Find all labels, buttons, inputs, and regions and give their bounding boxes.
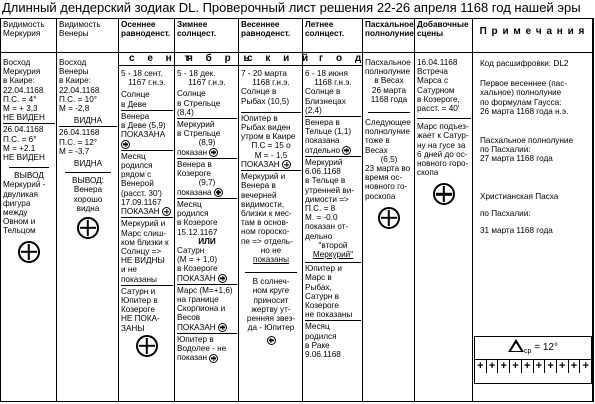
text-line: 26 марта (371, 85, 407, 95)
text-line: ну на гусе за (417, 140, 466, 150)
divider (245, 272, 297, 273)
text-line: в Весах (374, 76, 404, 86)
text-line: Марс слиш- (121, 228, 167, 238)
text-line: ПОКАЗАН (121, 206, 160, 216)
text-line: хорошо (73, 194, 103, 204)
column-extra (415, 19, 473, 401)
text-line: М. = -0.0 (305, 213, 338, 223)
match-cross-icon (18, 241, 40, 263)
text-line: 31 марта 1168 года (480, 226, 553, 236)
divider (65, 172, 111, 173)
text-line: 5 - 18 сент. (121, 69, 163, 78)
text-line: ренняя звез- (246, 314, 296, 323)
delta-row (475, 337, 591, 359)
divider (9, 167, 49, 168)
text-line: Восход (59, 58, 87, 67)
text-line: 27 марта 1168 года (480, 154, 553, 164)
text-line: Христианская Пасха (480, 191, 559, 201)
plus-row (475, 359, 591, 373)
text-line: ВИДНА (73, 116, 103, 126)
text-line: в Деве (5,9) (121, 121, 166, 131)
text-line: в Козероге (177, 264, 218, 274)
text-line: Юпитер в (241, 113, 278, 123)
text-line: ВЫВОД (14, 171, 44, 181)
divider (59, 126, 117, 127)
divider (121, 285, 173, 286)
text-line: Рыбах (10,5) (241, 96, 290, 106)
text-line: П.С. = 4° (3, 94, 37, 104)
text-line: Марс (М=+1,6) (177, 285, 233, 295)
text-line: 1167 г.н.э. (188, 78, 226, 88)
plus-mark: + (557, 360, 569, 373)
text-line: 1168 года (370, 94, 408, 104)
match-cross-icon (342, 146, 351, 155)
text-line: Меркурий" (312, 249, 354, 259)
text-line: 26 марта 1168 года н.э. (480, 106, 569, 116)
text-line: тоже в Весах (365, 136, 390, 155)
text-line: ПОКАЗАН (177, 322, 216, 332)
text-line: (9,7) (198, 178, 216, 188)
text-line: НЕ ВИДЕН (3, 113, 45, 123)
divider (121, 150, 173, 151)
notes-content (480, 59, 591, 235)
divider (305, 156, 361, 157)
text-line: дельно (305, 231, 333, 241)
divider (3, 123, 55, 124)
text-line: утром в Каире (241, 132, 296, 142)
plus-mark: + (545, 360, 557, 373)
text-line: жает к Сатур- (417, 131, 469, 141)
text-line: 6 дней до ос- (417, 149, 468, 159)
text-line: В солнеч- (252, 277, 290, 287)
text-line: 26.04.1168 (59, 128, 100, 138)
text-line: 22.04.1168 (3, 85, 44, 95)
column-winter (175, 19, 239, 401)
divider (305, 320, 361, 321)
text-line: роскопа (365, 191, 396, 201)
text-line: Тельце (1,1) (305, 127, 352, 137)
delta-value: = 12° (534, 342, 558, 353)
text-line: в Стрельце (177, 98, 221, 108)
text-line: Марс в (305, 273, 332, 283)
text-line: Венерой (121, 179, 154, 189)
text-line: Весов (177, 313, 201, 323)
mercury-content (3, 58, 55, 263)
text-line: Меркурия (3, 67, 41, 77)
text-line: Восход (3, 58, 31, 67)
text-line: полнолуние (365, 127, 410, 137)
divider (177, 333, 237, 334)
text-line: П.С. = 10° (59, 94, 98, 104)
text-line: 6.06.1168 (305, 167, 341, 177)
text-line: (расст. 30') (121, 188, 162, 198)
divider (177, 198, 237, 199)
match-cross-icon (121, 140, 130, 149)
text-line: НЕ ВИДЕН (3, 153, 45, 163)
text-line: 1168 г.н.э. (252, 78, 290, 88)
text-line: Венера (73, 185, 103, 195)
plus-mark: + (510, 360, 522, 373)
text-line: 6 - 18 июня (305, 69, 348, 78)
text-line: 1168 г.н.э. (314, 78, 352, 88)
delta-summary (474, 336, 592, 384)
text-line: ИЛИ (198, 236, 216, 246)
text-line: Пасхальное (365, 58, 411, 67)
text-line: 1167 г.н.э. (128, 78, 166, 88)
text-line: отдельно (305, 145, 341, 155)
text-line: ПОКАЗАН (241, 159, 280, 169)
match-cross-icon (282, 160, 291, 169)
divider (177, 284, 237, 285)
text-line: Солнце в (241, 87, 277, 97)
divider (368, 112, 410, 113)
spring-content (241, 69, 301, 345)
text-line: показан (177, 147, 208, 157)
text-line: 5 - 18 дек. (177, 69, 216, 78)
text-line: показана (177, 187, 212, 197)
column-mercury (1, 19, 57, 401)
plus-mark: + (487, 360, 499, 373)
header-summer: Летнее солнцест. (303, 19, 362, 53)
text-line: "второй (318, 240, 348, 250)
plus-mark: + (522, 360, 534, 373)
venus-content (59, 58, 117, 239)
text-line: ном гороско- (241, 227, 290, 237)
text-line: полнолуние (365, 67, 410, 77)
text-line: новного го- (365, 182, 408, 192)
text-line: П.С. = 8 (305, 203, 336, 213)
text-line: М = -2,8 (59, 104, 90, 114)
text-line: родился (121, 160, 153, 170)
text-line: М = - 1,5 (254, 150, 288, 160)
text-line: не показаны (305, 310, 353, 320)
text-line: Венера в (241, 181, 276, 191)
text-line: в Козероге, (417, 94, 460, 104)
text-line: 17.09.1167 (121, 197, 162, 207)
text-line: (М = + 1,0) (177, 255, 218, 265)
text-line: ПОКАЗАНА (121, 130, 166, 140)
header-mercury: Видимость Меркурия (1, 19, 56, 53)
text-line: но не (260, 245, 282, 255)
text-line: Меркурий и (121, 219, 166, 229)
text-line: вечерней (241, 190, 277, 200)
text-line: Сатурн (177, 245, 205, 255)
delta-icon (508, 339, 524, 352)
band-sen: с е н т (129, 53, 195, 64)
text-line: Следующее (365, 118, 411, 128)
text-line: в Козероге (177, 218, 218, 228)
text-line: по Пасхалии: (480, 208, 531, 218)
text-line: Рыбах, (305, 282, 332, 292)
match-cross-icon (136, 335, 158, 357)
column-autumn (119, 19, 175, 401)
text-line: НЕ ВИДНЫ (121, 256, 165, 266)
text-line: Козероге (305, 301, 339, 310)
match-cross-icon (433, 183, 455, 205)
text-line: (2,4) (305, 105, 322, 115)
text-line: хальное) полнолуние (480, 88, 562, 98)
text-line: М = -3,7 (59, 146, 90, 156)
divider (177, 118, 237, 119)
text-line: Сатурном (417, 85, 455, 95)
text-line: (8,4) (177, 107, 194, 117)
easter-content (365, 58, 413, 229)
extra-content (417, 58, 471, 205)
plus-mark: + (498, 360, 510, 373)
band-god: г о д (319, 53, 367, 64)
text-line: в Каире: (59, 76, 91, 86)
text-line: 26.04.1168 (3, 125, 44, 135)
divider (305, 116, 361, 117)
band-yabr: я б р ь (187, 53, 255, 64)
match-cross-icon (218, 274, 227, 283)
text-line: Водолее - не (177, 344, 227, 354)
text-line: Солнце (121, 90, 150, 100)
summer-content (305, 69, 361, 359)
text-line: скопа (417, 168, 439, 178)
match-cross-icon (209, 148, 218, 157)
header-extra: Добавочные сцены (415, 19, 472, 53)
text-line: по формулам Гаусса: (480, 97, 562, 107)
text-line: показаны (253, 254, 289, 264)
text-line: Солнце в (305, 87, 341, 97)
text-line: (8,9) (198, 138, 216, 148)
text-line: Козероге (177, 169, 211, 179)
column-easter (363, 19, 415, 401)
text-line: в Тельце в (305, 176, 346, 186)
text-line: Солнцу => (121, 246, 162, 256)
text-line: Юпитер в (121, 295, 158, 305)
divider (121, 110, 173, 111)
text-line: ВЫВОД: (72, 176, 104, 186)
text-line: Первое весеннее (пас- (480, 79, 568, 89)
match-cross-icon (378, 207, 400, 229)
match-cross-icon (162, 207, 171, 216)
band-skiy: с к и й (247, 53, 314, 64)
text-line: ЗАНЫ (121, 323, 145, 333)
match-cross-icon (267, 336, 276, 345)
text-line: Пасхальное полнолуние (480, 136, 574, 146)
divider (177, 158, 237, 159)
text-line: в Стрельце (177, 129, 221, 139)
delta-subscript: cp (524, 348, 532, 355)
text-line: П.С. = 6° (3, 134, 37, 144)
header-winter: Зимнее солнцест. (175, 19, 238, 53)
text-line: ПОКАЗАН (177, 273, 216, 283)
text-line: Козероге (121, 305, 155, 315)
text-line: Марс подъез- (417, 122, 469, 132)
text-line: Месяц (177, 199, 202, 209)
column-venus (57, 19, 119, 401)
text-line: НЕ ПОКА- (121, 314, 160, 324)
text-line: Месяц родился (305, 322, 337, 341)
text-line: 23 марта во (365, 164, 411, 174)
text-line: показан (177, 353, 208, 363)
text-line: двуликая (3, 189, 38, 199)
header-notes: П р и м е ч а н и я (473, 19, 592, 53)
divider (305, 262, 361, 263)
text-line: Венера (121, 111, 150, 121)
plus-mark: + (475, 360, 487, 373)
text-line: в Каире: (3, 76, 35, 86)
text-line: Меркурий - (3, 180, 46, 190)
text-line: 22.04.1168 (59, 85, 100, 95)
text-line: близки к мес- (241, 208, 292, 218)
text-line: показан от- (305, 222, 349, 232)
text-line: Встреча (417, 67, 448, 77)
divider (121, 217, 173, 218)
text-line: пе => отдель- (241, 236, 293, 246)
text-line: жертву ут- (251, 304, 291, 314)
text-line: новного горо- (417, 159, 469, 169)
text-line: 16.04.1168 (417, 58, 458, 67)
text-line: Юпитер и (305, 264, 342, 274)
text-line: Венера в (177, 159, 212, 169)
autumn-content (121, 69, 173, 357)
text-line: димости => (305, 194, 349, 204)
text-line: 9.06.1168 (305, 350, 341, 360)
column-spring (239, 19, 303, 401)
text-line: Близнецах (305, 96, 346, 106)
text-line: Месяц (121, 151, 146, 161)
text-line: видимости, (241, 199, 285, 209)
text-line: в Деве (121, 99, 147, 109)
text-line: Меркурий (305, 157, 343, 167)
column-summer (303, 19, 363, 401)
text-line: ном круге (252, 286, 290, 296)
text-line: в Раке (305, 340, 330, 350)
text-line: время ос- (365, 173, 403, 183)
text-line: Код расшифровки: DL2 (480, 59, 569, 68)
text-line: Меркурий и (241, 172, 286, 182)
text-line: П.С. = 12° (59, 137, 98, 147)
match-cross-icon (218, 323, 227, 332)
text-line: Сатурн в (305, 291, 339, 301)
text-line: фигура (3, 198, 31, 208)
winter-content (177, 69, 237, 363)
text-line: там в основ- (241, 218, 289, 228)
text-line: приносит (253, 295, 289, 305)
header-easter: Пасхальное полнолуние (363, 19, 414, 53)
text-line: между (3, 208, 28, 218)
plus-mark: + (534, 360, 546, 373)
text-line: П.С = 15 о (251, 141, 291, 151)
text-line: Овном и (3, 217, 36, 227)
text-line: Марса с (417, 76, 449, 86)
text-line: родился (177, 209, 209, 219)
text-line: по Пасхалии: (480, 145, 531, 155)
text-line: Рыбах виден (241, 123, 291, 133)
text-line: М = +2.1 (3, 143, 36, 153)
match-cross-icon (209, 354, 218, 363)
header-spring: Весеннее равноденст. (239, 19, 302, 53)
text-line: рядом с (121, 170, 152, 180)
text-line: М = + 3,3 (3, 104, 38, 114)
plus-mark: + (582, 360, 589, 372)
match-cross-icon (214, 188, 223, 197)
text-line: 15.12.1167 (177, 227, 218, 237)
page-title: Длинный дендерский зодиак DL. Проверочный лист решения 22-26 апреля 1168 год нашей эры (2, 0, 581, 15)
text-line: (6,5) (380, 154, 398, 164)
text-line: расст. = 40' (417, 104, 460, 114)
text-line: Солнце (177, 89, 206, 99)
text-line: показана (305, 136, 340, 146)
text-line: Венеры (59, 67, 89, 77)
divider (241, 112, 301, 113)
text-line: и не показаны (121, 265, 157, 284)
divider (241, 170, 301, 171)
text-line: утренней ви- (305, 185, 355, 195)
text-line: Юпитер в (177, 334, 214, 344)
header-autumn: Осеннее равноденст. (119, 19, 174, 53)
divider (417, 118, 471, 119)
header-venus: Видимость Венеры (57, 19, 118, 53)
text-line: Сатурн и (121, 286, 156, 296)
plus-mark: + (569, 360, 581, 373)
text-line: да - Юпитер (247, 323, 295, 333)
text-line: 7 - 20 марта (241, 69, 287, 78)
text-line: Скорпиона и (177, 304, 226, 314)
text-line: ВИДНА (73, 159, 103, 169)
text-line: Тельцом (3, 226, 36, 236)
text-line: ком близки к (121, 237, 169, 247)
text-line: Меркурий (177, 120, 215, 130)
text-line: видна (76, 203, 100, 213)
text-line: на границе (177, 295, 219, 305)
text-line: Венера в (305, 118, 340, 128)
match-cross-icon (77, 217, 99, 239)
